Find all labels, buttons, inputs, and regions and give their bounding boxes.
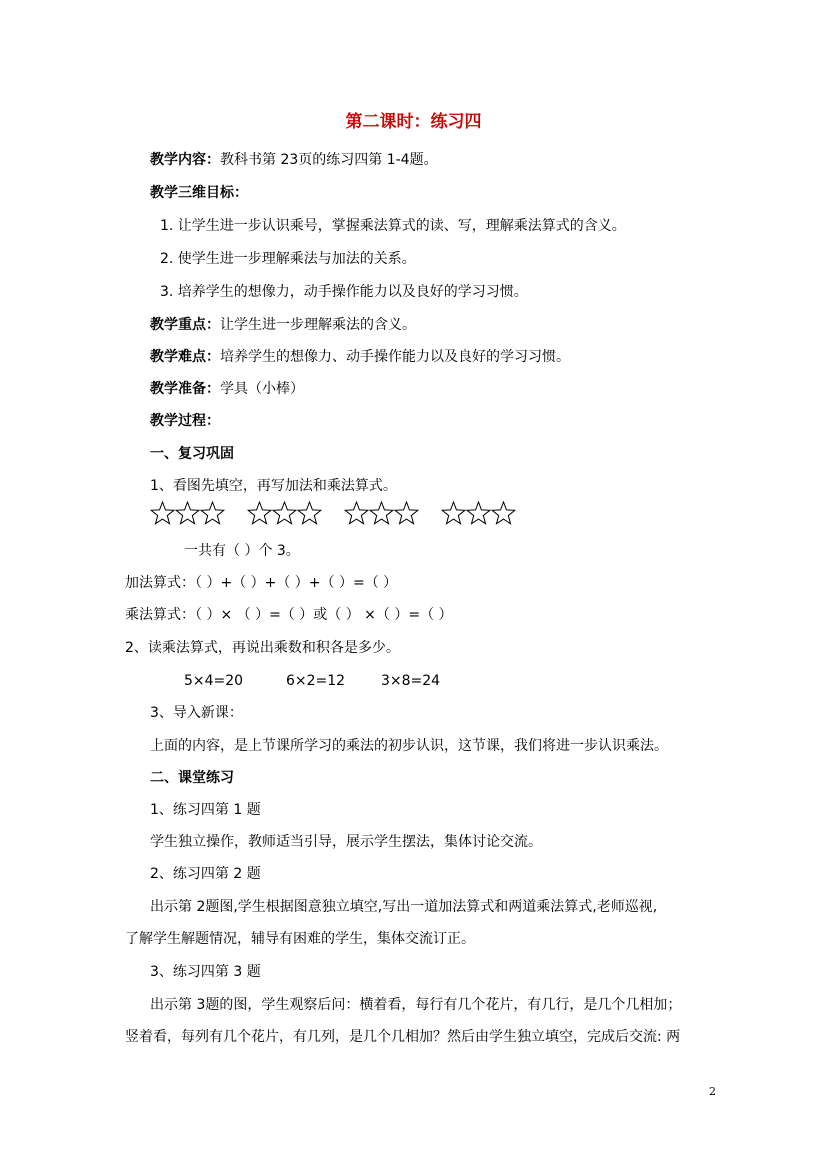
star-group [247, 500, 322, 525]
star-group [344, 500, 419, 525]
teaching-content-label: 教学内容： [150, 152, 220, 168]
preparation-text: 学具（小棒） [220, 381, 304, 397]
teaching-content-text: 教科书第 23页的练习四第 1-4题。 [220, 152, 438, 168]
teaching-content [150, 150, 438, 170]
addition-equation: 加法算式：（ ）+（ ）+（ ）+（ ）=（ ） [125, 575, 398, 591]
difficulty-label: 教学难点： [150, 349, 220, 365]
page-number: 2 [709, 1085, 716, 1098]
key-point [150, 315, 416, 335]
star-group [150, 500, 225, 525]
exercise-2-text: 了解学生解题情况，辅导有困难的学生，集体交流订正。 [125, 931, 475, 947]
preparation-label: 教学准备： [150, 381, 220, 397]
section2-heading: 二、课堂练习 [150, 770, 234, 786]
star-icon [201, 502, 224, 524]
star-icon [370, 502, 393, 524]
exercise-3-text: 竖着看，每列有几个花片，有几列，是几个几相加？然后由学生独立填空，完成后交流: 两 [125, 1029, 681, 1045]
goal-item: 2. 使学生进一步理解乘法与加法的关系。 [160, 251, 416, 267]
key-point-label: 教学重点： [150, 317, 220, 333]
star-icon [151, 502, 174, 524]
exercise-2: 2、练习四第 2 题 [150, 866, 261, 882]
preparation [150, 379, 304, 399]
exercise-1-text: 学生独立操作，教师适当引导，展示学生摆法，集体讨论交流。 [150, 834, 542, 850]
formula: 5×4=20 [184, 673, 244, 689]
exercise-3: 3、练习四第 3 题 [150, 964, 261, 980]
star-icon [395, 502, 418, 524]
multiplication-equation: 乘法算式：（ ）× （ ）=（ ）或（ ） ×（ ）=（ ） [125, 607, 453, 623]
difficulty [150, 347, 570, 367]
star-rows [150, 500, 538, 528]
exercise-3-text: 出示第 3题的图，学生观察后问：横着看，每行有几个花片，有几行，是几个几相加； [150, 997, 682, 1013]
formula: 3×8=24 [381, 673, 441, 689]
page-title: 第二课时：练习四 [345, 112, 482, 132]
star-icon [176, 502, 199, 524]
star-icon [442, 502, 465, 524]
star-icon [273, 502, 296, 524]
process-label: 教学过程： [150, 413, 220, 429]
goal-item: 3. 培养学生的想像力，动手操作能力以及良好的学习习惯。 [160, 284, 528, 300]
key-point-text: 让学生进一步理解乘法的含义。 [220, 317, 416, 333]
exercise-1: 1、练习四第 1 题 [150, 802, 261, 818]
total-line: 一共有（ ）个 3。 [184, 543, 300, 559]
question-3-text: 上面的内容，是上节课所学习的乘法的初步认识，这节课，我们将进一步认识乘法。 [150, 738, 668, 754]
difficulty-text: 培养学生的想像力、动手操作能力以及良好的学习习惯。 [220, 349, 570, 365]
star-icon [492, 502, 515, 524]
goals-label: 教学三维目标： [150, 185, 248, 201]
question-1: 1、看图先填空，再写加法和乘法算式。 [150, 478, 397, 494]
star-icon [345, 502, 368, 524]
goal-item: 1. 让学生进一步认识乘号，掌握乘法算式的读、写，理解乘法算式的含义。 [160, 218, 626, 234]
star-group [441, 500, 516, 525]
star-icon [467, 502, 490, 524]
section1-heading: 一、复习巩固 [150, 446, 234, 462]
formula: 6×2=12 [286, 673, 346, 689]
question-3: 3、导入新课： [150, 705, 243, 721]
star-icon [248, 502, 271, 524]
star-icon [298, 502, 321, 524]
question-2: 2、读乘法算式，再说出乘数和积各是多少。 [125, 640, 400, 656]
exercise-2-text: 出示第 2题图,学生根据图意独立填空,写出一道加法算式和两道乘法算式,老师巡视, [150, 899, 658, 915]
